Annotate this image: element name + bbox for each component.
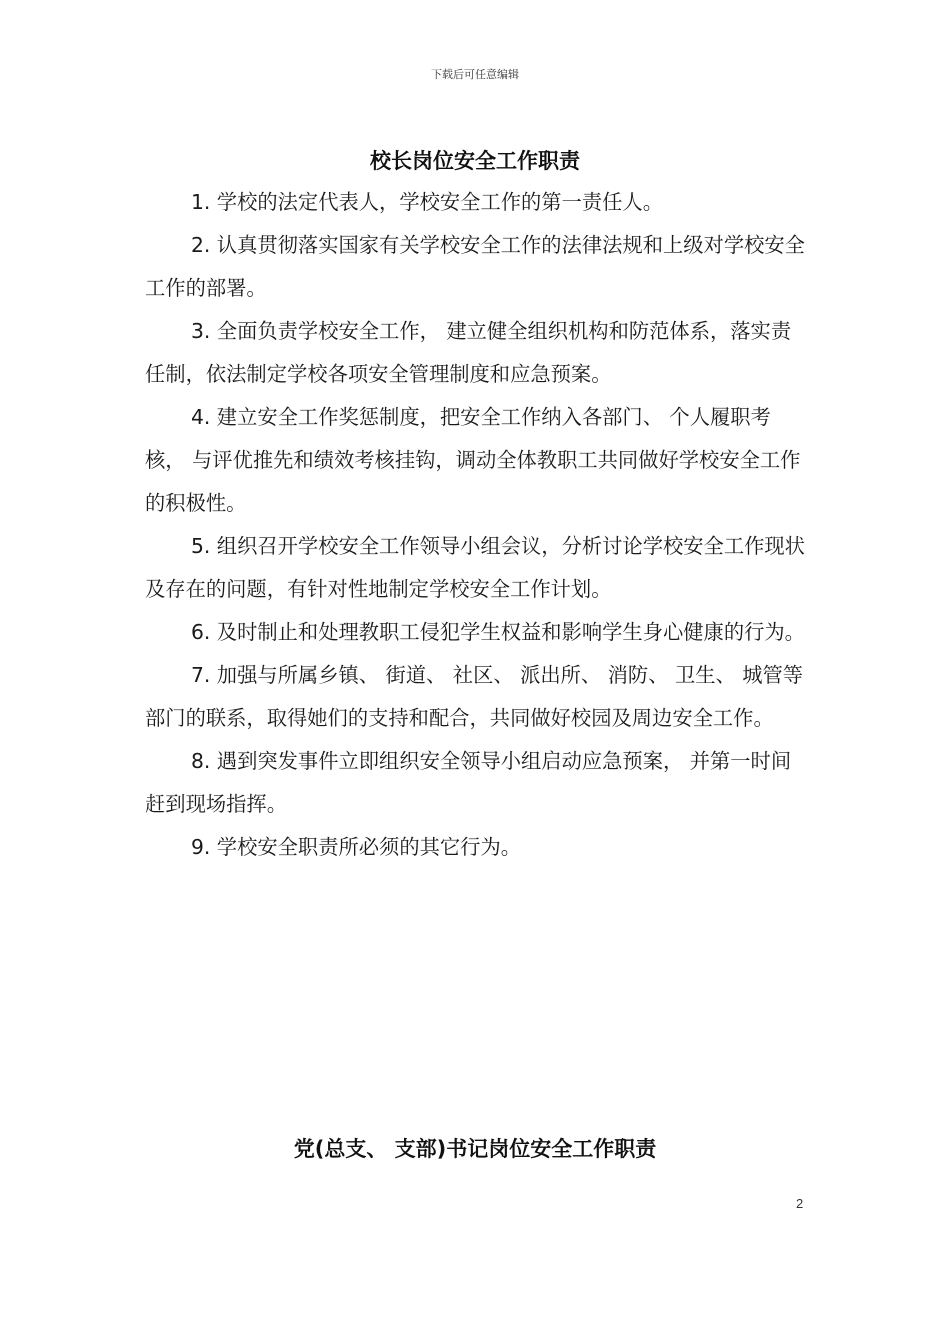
header-note: 下载后可任意编辑 bbox=[431, 68, 519, 81]
page-number: 2 bbox=[796, 1196, 804, 1211]
section-title: 校长岗位安全工作职责 bbox=[370, 149, 580, 173]
duty-list bbox=[145, 181, 810, 869]
duty-item-6: 6. 及时制止和处理教职工侵犯学生权益和影响学生身心健康的行为。 bbox=[191, 620, 805, 644]
duty-item-5: 5. 组织召开学校安全工作领导小组会议，分析讨论学校安全工作现状及存在的问题，有针对性地制定学校安全工作计划。 bbox=[145, 534, 805, 601]
duty-item-4: 4. 建立安全工作奖惩制度，把安全工作纳入各部门、 个人履职考核， 与评优推先和绩效考核挂钩，调动全体教职工共同做好学校安全工作的积极性。 bbox=[145, 405, 801, 515]
duty-item-1: 1. 学校的法定代表人，学校安全工作的第一责任人。 bbox=[191, 190, 663, 214]
next-section-title: 党(总支、 支部)书记岗位安全工作职责 bbox=[293, 1137, 657, 1161]
duty-item-7: 7. 加强与所属乡镇、 街道、 社区、 派出所、 消防、 卫生、 城管等部门的联系，取得她们的支持和配合，共同做好校园及周边安全工作。 bbox=[145, 663, 804, 730]
duty-item-9: 9. 学校安全职责所必须的其它行为。 bbox=[191, 835, 522, 859]
duty-item-3: 3. 全面负责学校安全工作， 建立健全组织机构和防范体系，落实责任制，依法制定学校各项安全管理制度和应急预案。 bbox=[145, 319, 792, 386]
duty-item-2: 2. 认真贯彻落实国家有关学校安全工作的法律法规和上级对学校安全工作的部署。 bbox=[145, 233, 805, 300]
duty-item-8: 8. 遇到突发事件立即组织安全领导小组启动应急预案， 并第一时间赶到现场指挥。 bbox=[145, 749, 792, 816]
